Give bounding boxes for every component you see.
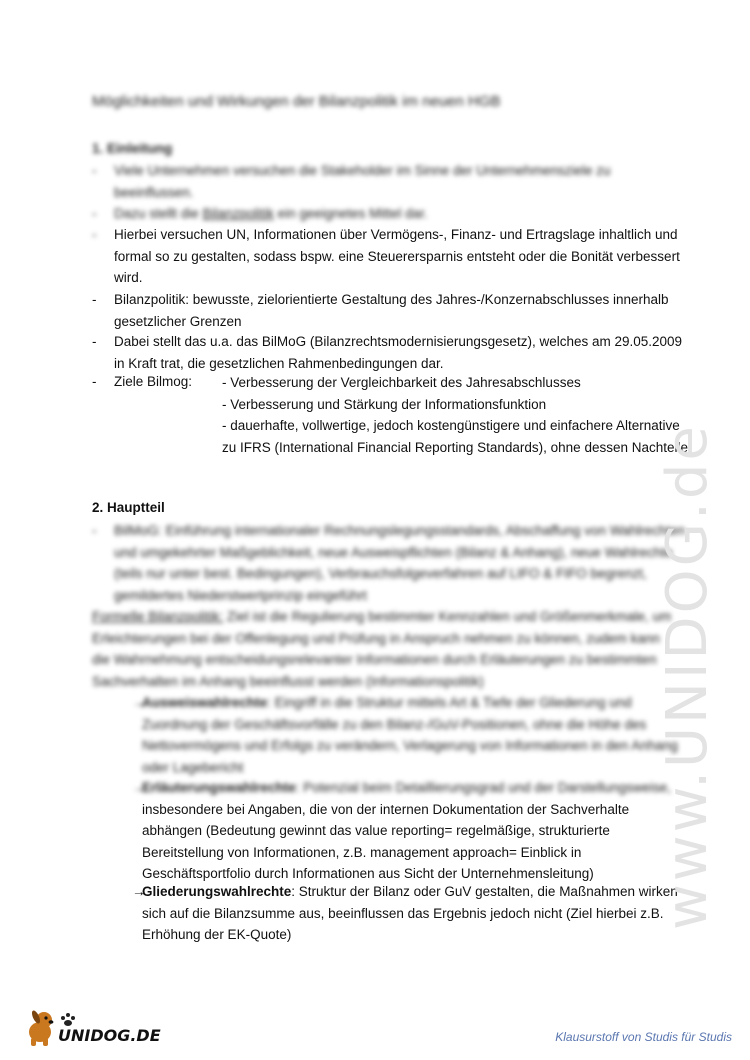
goals-list [222, 372, 692, 458]
goals-label [92, 374, 192, 389]
list-item-text: BilMoG: Einführung internationaler Rechnungslegungsstandards, Abschaffung von Wahlrechten und umgekehrter Maßgeblichkeit, neue Ausweispflichten (Bilanz & Anhang), neue Wahlrechte (teils nur unter best. Bedingungen), Verbrauchsfolgeverfahren auf LIFO & FIFO begrenzt, gemildertes Niederstwertprinzip eingeführt [114, 523, 686, 603]
arrow-right-icon: → [132, 884, 146, 899]
logo-text: UNIDOG.DE [58, 1026, 161, 1045]
sub-item-body: : Potenzial beim Detaillierungsgrad und der Darstellungsweise, [295, 780, 671, 795]
section-heading-main-part: 2. Hauptteil [92, 500, 165, 515]
formal-accounting-paragraph [92, 606, 677, 692]
list-item [92, 160, 692, 203]
list-item [92, 224, 692, 289]
sub-item-text [142, 777, 682, 885]
text-span: Dazu stellt die [114, 206, 203, 221]
sub-item-body: : Struktur der Bilanz oder GuV gestalten, die Maßnahmen wirken sich auf die Bilanzsumme aus, beeinflussen das Ergebnis jedoch nicht (Ziel hierbei z.B. Erhöhung der EK-Quote) [142, 884, 678, 942]
sub-item-label: Erläuterungswahlrechte [142, 780, 296, 795]
bullet-dash: - [92, 523, 97, 538]
list-item [92, 520, 692, 606]
arrow-right-icon: → [132, 695, 146, 710]
footer-tagline: Klausurstoff von Studis für Studis [555, 1030, 732, 1044]
bullet-dash: - [92, 227, 97, 242]
list-item [92, 331, 692, 374]
sub-item-text [142, 692, 682, 778]
sub-item-label: Ausweiswahlrechte [142, 695, 268, 710]
goal-item: - dauerhafte, vollwertige, jedoch kostengünstigere und einfachere Alternative zu IFRS (International Financial Reporting Standards), ohne dessen Nachteile [222, 418, 689, 455]
goals-label-text: Ziele Bilmog: [114, 374, 193, 389]
sub-item-text [142, 881, 682, 946]
formal-text: Ziel ist die Regulierung bestimmter Kennzahlen und Größenmerkmale, um Erleichterungen bei der Offenlegung und Prüfung in Anspruch nehmen zu können, zudem kann die Wahrnehmung entscheidungsrelevanter Informationen durch Erläuterungen zu bestimmten Sachverhalten im Anhang beeinflusst werden (Informationspolitik) [92, 609, 672, 689]
bullet-dash: - [92, 163, 97, 178]
bullet-dash: - [92, 292, 97, 307]
watermark-text: www.UNIDOG.de [655, 423, 720, 930]
sub-item-erlaeuterungswahlrechte [132, 777, 682, 885]
text-span: ein geeignetes Mittel dar. [273, 206, 428, 221]
unidog-logo[interactable] [22, 1000, 182, 1050]
section-heading-introduction: 1. Einleitung [92, 141, 173, 156]
list-item-text: Bilanzpolitik: bewusste, zielorientierte Gestaltung des Jahres-/Konzernabschlusses innerhalb gesetzlicher Grenzen [114, 292, 669, 329]
sub-item-body-clear: insbesondere bei Angaben, die von der internen Dokumentation der Sachverhalte abhängen (Bedeutung gewinnt das value reporting= regelmäßige, strukturierte Bereitstellung von Informationen, z.B. management approach= Einblick in Geschäftsportfolio durch Informationen aus Sicht der Unternehmensleitung) [142, 801, 630, 881]
sub-item-label: Gliederungswahlrechte [142, 884, 292, 899]
list-item-text: Dabei stellt das u.a. das BilMoG (Bilanzrechtsmodernisierungsgesetz), welches am 29.05.2009 in Kraft trat, die gesetzlichen Rahmenbedingungen dar. [114, 334, 683, 371]
dog-icon [22, 1000, 182, 1050]
bullet-dash: - [92, 374, 97, 389]
goal-item: - Verbesserung der Vergleichbarkeit des Jahresabschlusses [222, 375, 581, 390]
list-item [92, 203, 692, 225]
goal-item: - Verbesserung und Stärkung der Informationsfunktion [222, 396, 547, 412]
sub-item-body: : Eingriff in die Struktur mittels Art & Tiefe der Gliederung und Zuordnung der Geschäftsvorfälle zu den Bilanz-/GuV-Positionen, ohne die Höhe des Nettovermögens und Erfolgs zu verändern, Verlagerung von Informationen in den Anhang oder Lagebericht [142, 695, 678, 775]
sub-item-ausweiswahlrechte [132, 692, 682, 778]
bullet-dash: - [92, 206, 97, 221]
formal-label: Formelle Bilanzpolitik: [92, 609, 224, 624]
bullet-dash: - [92, 334, 97, 349]
list-item-text: Hierbei versuchen UN, Informationen über Vermögens-, Finanz- und Ertragslage inhaltlich und formal so zu gestalten, sodass bspw. eine Steuerersparnis entsteht oder die Bonität verbessert wird. [114, 227, 680, 285]
sub-item-gliederungswahlrechte [132, 881, 682, 946]
list-item-text [114, 203, 692, 225]
arrow-right-icon: → [132, 780, 146, 795]
list-item [92, 289, 692, 332]
list-item-text: Viele Unternehmen versuchen die Stakeholder im Sinne der Unternehmensziele zu beeinflussen. [114, 163, 611, 200]
bilanzpolitik-link: Bilanzpolitik [202, 206, 274, 221]
document-title: Möglichkeiten und Wirkungen der Bilanzpolitik im neuen HGB [92, 93, 501, 110]
